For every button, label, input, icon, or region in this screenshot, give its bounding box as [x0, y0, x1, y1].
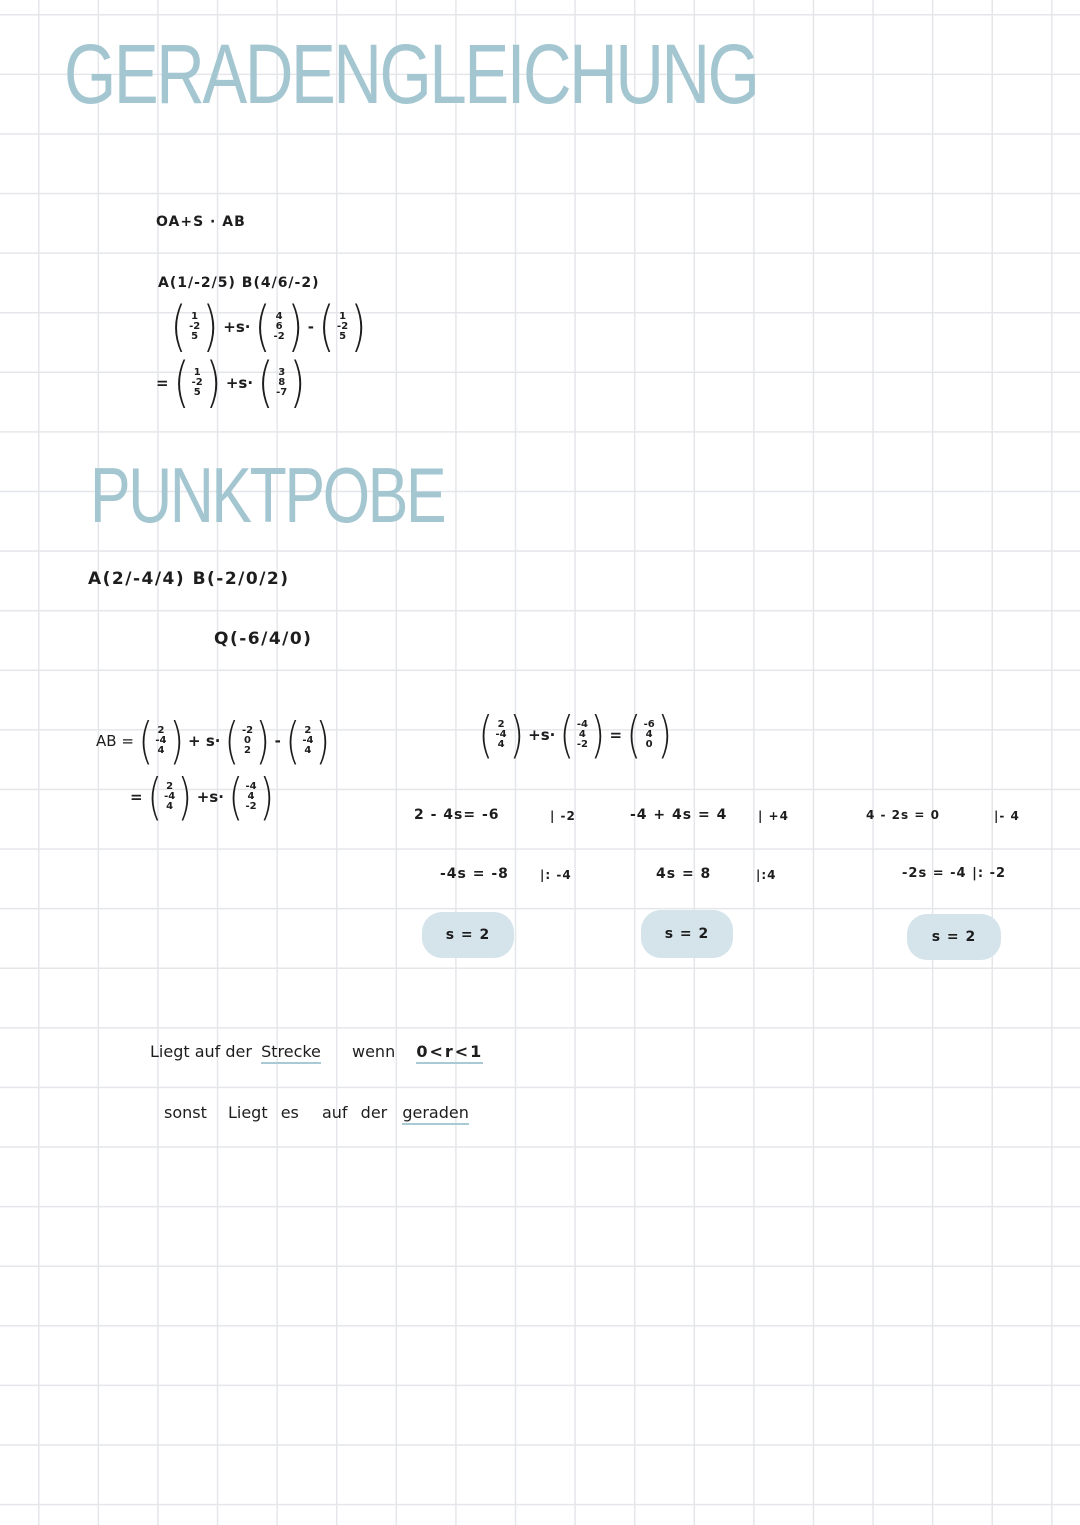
vector-component: 1: [339, 311, 347, 322]
vector-component: 4: [578, 729, 586, 740]
vector-component: 4: [157, 745, 165, 756]
operator: -: [307, 318, 314, 336]
line-equation-formula: OA+S · AB: [156, 214, 246, 230]
vector-component: 5: [191, 331, 199, 342]
vector-component: -4: [164, 791, 176, 802]
vector-component: -4: [576, 719, 588, 730]
y-result-badge: s = 2: [641, 910, 733, 958]
vector: ( 2 -4 4 ): [478, 706, 524, 764]
y-equation: -4 + 4s = 4: [630, 807, 728, 823]
vector-component: -4: [495, 729, 507, 740]
ab-expression-line1: [94, 712, 333, 770]
vector-component: -4: [155, 735, 167, 746]
note-segment-condition: [150, 1042, 483, 1061]
x-equation-step: |: -4: [540, 868, 572, 882]
vector-component: 1: [191, 311, 199, 322]
vector-component: 8: [278, 377, 286, 388]
x-equation-step: | -2: [550, 809, 576, 823]
y-equation-step: |:4: [756, 868, 777, 882]
vector: ( -6 4 0 ): [626, 706, 672, 764]
operator: +s·: [528, 726, 556, 744]
point-q: Q(-6/4/0): [214, 629, 313, 649]
z-equation-reduced: -2s = -4 |: -2: [902, 866, 1007, 881]
equals-sign: =: [156, 374, 169, 392]
note-keyword-geraden: geraden: [402, 1103, 469, 1125]
vector-component: 0: [244, 735, 251, 746]
vector: ( -4 4 -2 ): [228, 768, 274, 826]
note-text: Liegt: [227, 1103, 268, 1122]
vector-component: 4: [497, 739, 505, 750]
vector-component: 6: [275, 321, 283, 332]
vector-component: 4: [166, 801, 174, 812]
x-result-badge: s = 2: [422, 912, 514, 958]
vector-expression-line1: [168, 295, 369, 358]
vector: ( 1 -2 5 ): [173, 351, 222, 414]
vector-component: 2: [497, 719, 505, 730]
ab-expression-line2: [128, 768, 276, 826]
z-equation: 4 - 2s = 0: [866, 808, 940, 822]
x-equation: 2 - 4s= -6: [414, 807, 500, 823]
operator: +s·: [225, 374, 254, 392]
vector-component: 3: [278, 367, 286, 378]
vector-component: 2: [304, 725, 312, 736]
vector-component: -2: [245, 801, 257, 812]
vector-component: 2: [244, 745, 251, 756]
vector-component: -2: [191, 377, 203, 388]
z-equation-step: |- 4: [994, 809, 1020, 823]
vector-component: 4: [304, 745, 312, 756]
ab-label: AB =: [96, 732, 134, 750]
vector-component: -2: [189, 321, 201, 332]
equals-sign: =: [130, 788, 143, 806]
vector: ( -2 0 2 ): [224, 712, 271, 770]
vector-expression-line2: [154, 351, 308, 414]
vector-component: 5: [339, 331, 347, 342]
points-a-b: A(2/-4/4) B(-2/0/2): [88, 569, 290, 589]
vector-component: -4: [302, 735, 314, 746]
operator: -: [274, 732, 281, 750]
vector: ( -4 4 -2 ): [559, 706, 606, 764]
vector-component: -4: [245, 781, 257, 792]
operator: +s·: [196, 788, 224, 806]
operator: +s·: [223, 318, 251, 336]
section-title-punktprobe: PUNKTPOBE: [90, 451, 445, 539]
vector: ( 1 -2 5 ): [170, 295, 219, 358]
vector-component: 4: [275, 311, 283, 322]
note-condition: 0<r<1: [416, 1042, 483, 1064]
points-a-b: A(1/-2/5) B(4/6/-2): [158, 275, 320, 291]
note-text: auf: [321, 1103, 348, 1122]
note-keyword-strecke: Strecke: [261, 1042, 321, 1064]
vector: ( 3 8 -7 ): [257, 351, 306, 414]
vector-component: 5: [193, 387, 201, 398]
vector-component: 1: [193, 367, 201, 378]
vector: ( 2 -4 4 ): [147, 768, 193, 826]
note-text: wenn: [352, 1042, 396, 1061]
vector-component: -2: [337, 321, 349, 332]
vector-component: 4: [247, 791, 255, 802]
point-check-expression: [476, 706, 674, 764]
note-line-otherwise: [164, 1103, 469, 1122]
note-text: der: [360, 1103, 388, 1122]
vector: ( 1 -2 5 ): [318, 295, 367, 358]
vector-component: -2: [241, 725, 254, 736]
vector: ( 2 -4 4 ): [285, 712, 331, 770]
note-text: es: [280, 1103, 299, 1122]
vector-component: 2: [166, 781, 174, 792]
vector-component: 0: [645, 739, 653, 750]
note-text: sonst: [164, 1103, 207, 1122]
page-title: GERADENGLEICHUNG: [64, 27, 758, 121]
vector-component: -6: [643, 719, 655, 730]
z-result-badge: s = 2: [907, 914, 1001, 960]
x-equation-reduced: -4s = -8: [440, 866, 509, 882]
vector-component: -7: [276, 387, 288, 398]
y-equation-step: | +4: [758, 809, 789, 823]
vector-component: -2: [273, 331, 285, 342]
note-text: Liegt auf der: [150, 1042, 252, 1061]
vector-component: -2: [576, 739, 588, 750]
vector-component: 4: [645, 729, 653, 740]
vector: ( 2 -4 4 ): [138, 712, 184, 770]
y-equation-reduced: 4s = 8: [656, 866, 712, 882]
vector: ( 4 6 -2 ): [255, 295, 304, 358]
operator: + s·: [188, 732, 221, 750]
vector-component: 2: [157, 725, 165, 736]
equals-sign: =: [609, 726, 623, 744]
